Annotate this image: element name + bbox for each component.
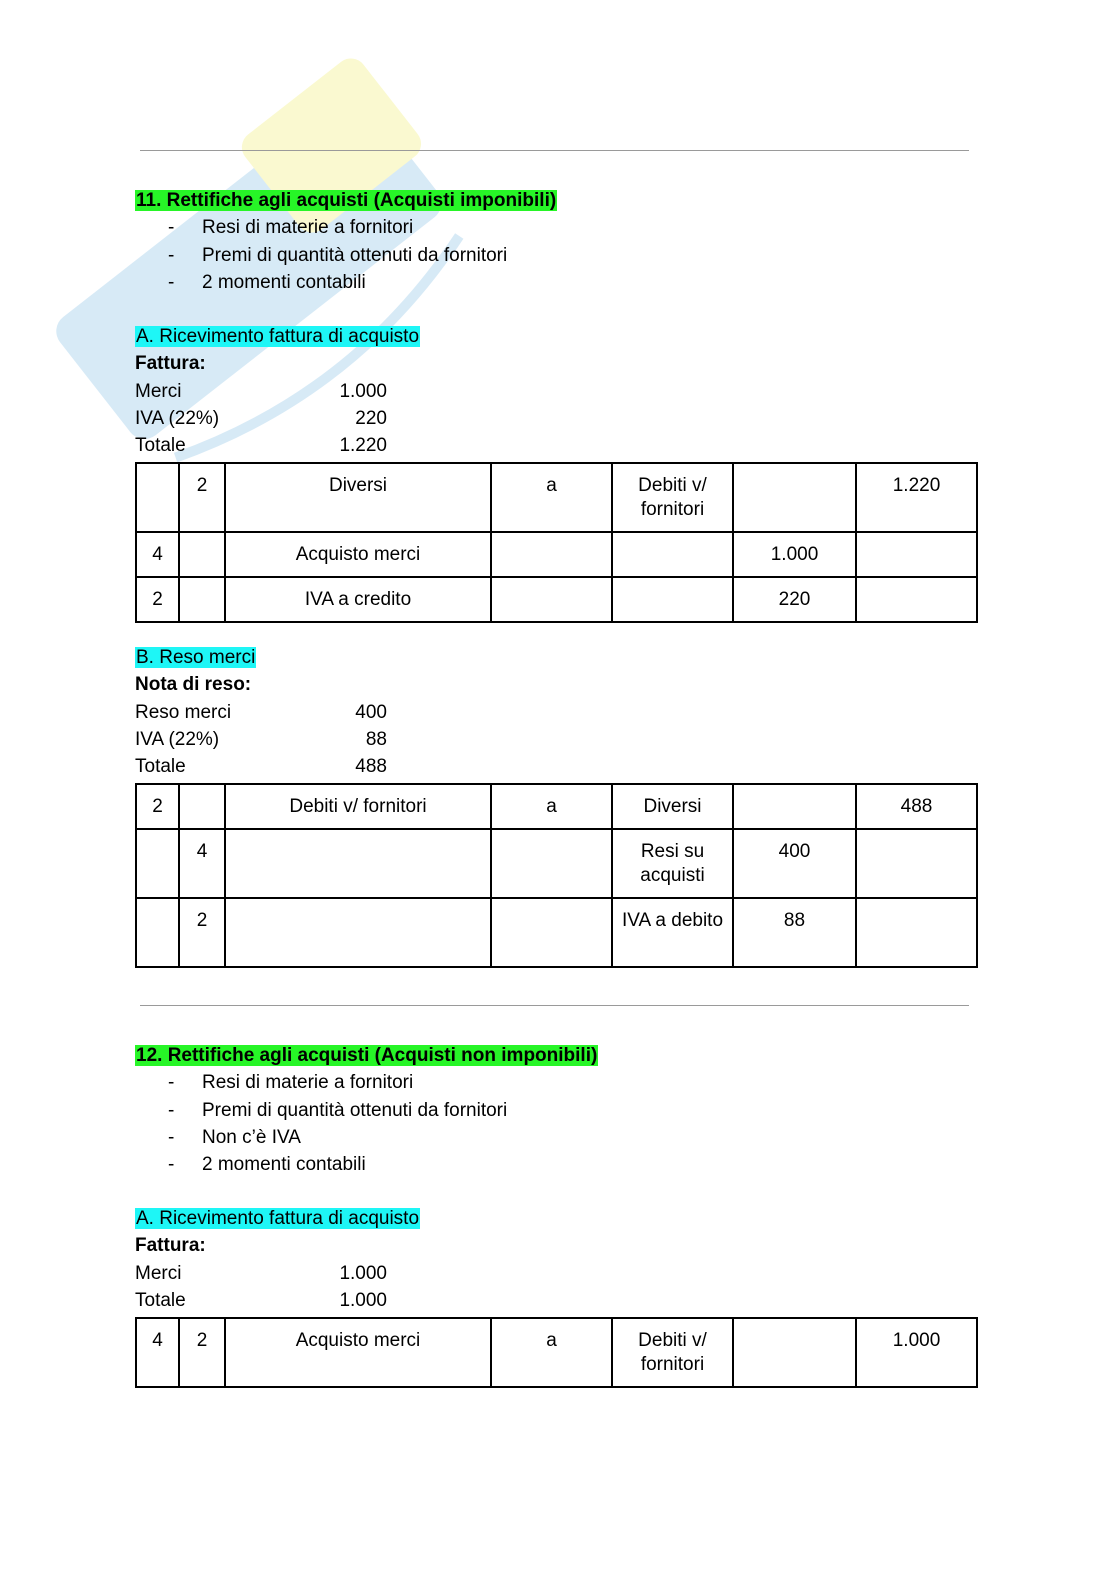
bullet-item: - Premi di quantità ottenuti da fornitori [135, 242, 978, 269]
bullet-dash: - [168, 217, 175, 239]
ledger-table [135, 462, 978, 623]
section-11-bullets [135, 214, 978, 296]
part-a-heading: A. Ricevimento fattura di acquisto [136, 326, 420, 347]
amount-row: IVA (22%) 88 [135, 728, 387, 750]
doc-label: Nota di reso: [135, 674, 252, 696]
section-12 [135, 1042, 978, 1178]
amount-row: IVA (22%) 220 [135, 407, 387, 429]
table-row: 2 IVA a credito 220 [136, 577, 977, 622]
table-row: 2 IVA a debito 88 [136, 898, 977, 967]
table-row: 4 Resi su acquisti 400 [136, 829, 977, 898]
section-11-part-a [135, 323, 978, 623]
doc-label: Fattura: [135, 353, 206, 375]
section-12-bullets [135, 1069, 978, 1178]
divider-top [140, 150, 969, 151]
amount-row: Totale 1.220 [135, 435, 387, 457]
part-b-heading: B. Reso merci [136, 647, 256, 668]
bullet-item: - Resi di materie a fornitori [135, 1069, 978, 1096]
bullet-item: - Non c’è IVA [135, 1124, 978, 1151]
section-12-part-a [135, 1205, 978, 1388]
amount-row: Totale 1.000 [135, 1289, 387, 1311]
amount-row: Reso merci 400 [135, 701, 387, 723]
amount-row: Totale 488 [135, 756, 387, 778]
table-row: 2 Debiti v/ fornitori a Diversi 488 [136, 784, 977, 829]
table-row: 4 2 Acquisto merci a Debiti v/ fornitori 1.000 [136, 1318, 977, 1387]
table-row: 2 Diversi a Debiti v/ fornitori 1.220 [136, 463, 977, 532]
bullet-dash: - [168, 1099, 175, 1121]
bullet-dash: - [168, 271, 175, 293]
amount-row: Merci 1.000 [135, 1262, 387, 1284]
bullet-item: - 2 momenti contabili [135, 1151, 978, 1178]
bullet-item: - 2 momenti contabili [135, 269, 978, 296]
part-a-heading: A. Ricevimento fattura di acquisto [136, 1208, 420, 1229]
section-12-title: 12. Rettifiche agli acquisti (Acquisti non imponibili) [136, 1045, 598, 1066]
bullet-dash: - [168, 1072, 175, 1094]
bullet-item: - Resi di materie a fornitori [135, 214, 978, 241]
ledger-table [135, 1317, 978, 1388]
section-11-title: 11. Rettifiche agli acquisti (Acquisti imponibili) [136, 190, 557, 211]
bullet-dash: - [168, 1154, 175, 1176]
amount-row: Merci 1.000 [135, 380, 387, 402]
bullet-dash: - [168, 1126, 175, 1148]
ledger-table [135, 783, 978, 968]
doc-label: Fattura: [135, 1235, 206, 1257]
divider-middle [140, 1005, 969, 1006]
section-11 [135, 187, 978, 296]
bullet-dash: - [168, 244, 175, 266]
table-row: 4 Acquisto merci 1.000 [136, 532, 977, 577]
section-11-part-b [135, 644, 978, 968]
bullet-item: - Premi di quantità ottenuti da fornitori [135, 1097, 978, 1124]
